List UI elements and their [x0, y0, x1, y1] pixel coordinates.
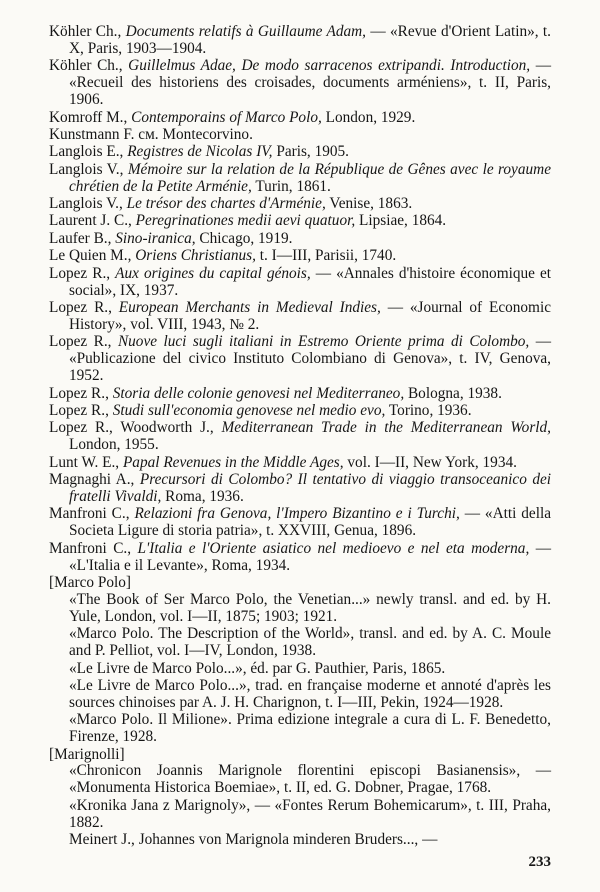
bib-entry: Manfroni C., Relazioni fra Genova, l'Impero Bizantino e i Turchi, — «Atti della Societa Ligure di storia patria», t. XXVIII, Genua, 1896.: [49, 505, 551, 540]
bib-entry: Lopez R., Nuove luci sugli italiani in Estremo Oriente prima di Colombo, — «Publicazione del civico Instituto Colombiano di Genova», t. IV, Genova, 1952.: [49, 333, 551, 385]
bib-entry: Köhler Ch., Documents relatifs à Guillaume Adam, — «Revue d'Orient Latin», t. X, Paris, 1903—1904.: [49, 23, 551, 57]
bib-entry: Lopez R., Aux origines du capital génois, — «Annales d'histoire économique et social», IX, 1937.: [49, 264, 552, 299]
marco-polo-heading: [Marco Polo]: [49, 574, 131, 591]
bib-entry: Langlois E., Registres de Nicolas IV, Paris, 1905.: [49, 143, 349, 161]
marignolli-source: «Chronicon Joannis Marignole florentini episcopi Basianensis», — «Monumenta Historica Boemiae», t. II, ed. G. Dobner, Pragae, 1768.: [69, 762, 551, 797]
bib-entry: Magnaghi A., Precursori di Colombo? Il tentativo di viaggio transoceanico dei fratelli Vivaldi, Roma, 1936.: [49, 471, 552, 505]
marignolli-source: Meinert J., Johannes von Marignola minderen Bruders..., —: [69, 831, 438, 849]
bib-entry: Lunt W. E., Papal Revenues in the Middle Ages, vol. I—II, New York, 1934.: [49, 453, 517, 471]
bib-entry: Lopez R., Studi sull'economia genovese nel medio evo, Torino, 1936.: [49, 401, 472, 419]
bib-entry: Lopez R., Woodworth J., Mediterranean Trade in the Mediterranean World, London, 1955.: [49, 419, 551, 454]
bib-entry: Laufer B., Sino-iranica, Chicago, 1919.: [49, 229, 293, 247]
bib-entry: Lopez R., European Merchants in Medieval Indies, — «Journal of Economic History», vol. VIII, 1943, № 2.: [49, 299, 551, 333]
page-number: 233: [528, 854, 551, 870]
bib-entry: Langlois V., Le trésor des chartes d'Arménie, Venise, 1863.: [49, 195, 413, 213]
bibliography-list: [49, 24, 551, 850]
bib-entry: Komroff M., Contemporains of Marco Polo, London, 1929.: [49, 108, 416, 126]
bib-entry: Le Quien M., Oriens Christianus, t. I—III, Parisii, 1740.: [49, 247, 397, 265]
marignolli-source: «Kronika Jana z Marignoly», — «Fontes Rerum Bohemicarum», t. III, Praha, 1882.: [69, 796, 551, 831]
bib-entry: Köhler Ch., Guillelmus Adae, De modo sarracenos extripandi. Introduction, — «Recueil des historiens des croisades, documents arméniens», t. II, Paris, 1906.: [49, 57, 551, 109]
bib-entry: Manfroni C., L'Italia e l'Oriente asiatico nel medioevo e nel eta moderna, — «L'Italia e il Levante», Roma, 1934.: [49, 539, 551, 574]
marco-polo-edition: «Le Livre de Marco Polo...», trad. en française moderne et annoté d'après les sources chinoises par A. J. H. Charignon, t. I—III, Pekin, 1924—1928.: [69, 676, 551, 711]
bib-entry: Lopez R., Storia delle colonie genovesi nel Mediterraneo, Bologna, 1938.: [49, 384, 502, 402]
bib-entry: Langlois V., Mémoire sur la relation de la République de Gênes avec le royaume chrétien de la Petite Arménie, Turin, 1861.: [49, 160, 551, 195]
marco-polo-edition: «Marco Polo. The Description of the World», transl. and ed. by A. C. Moule and P. Pelliot, vol. I—IV, London, 1938.: [69, 625, 551, 660]
marco-polo-edition: «Le Livre de Marco Polo...», éd. par G. Pauthier, Paris, 1865.: [69, 659, 446, 677]
bib-entry: Kunstmann F. см. Montecorvino.: [49, 125, 253, 143]
marco-polo-edition: «The Book of Ser Marco Polo, the Venetian...» newly transl. and ed. by H. Yule, London, vol. I—II, 1875; 1903; 1921.: [69, 590, 551, 625]
marco-polo-edition: «Marco Polo. Il Milione». Prima edizione integrale a cura di L. F. Benedetto, Firenze, 1928.: [69, 711, 551, 746]
marignolli-heading: [Marignolli]: [49, 745, 125, 763]
bib-entry: Laurent J. C., Peregrinationes medii aevi quatuor, Lipsiae, 1864.: [49, 212, 447, 230]
